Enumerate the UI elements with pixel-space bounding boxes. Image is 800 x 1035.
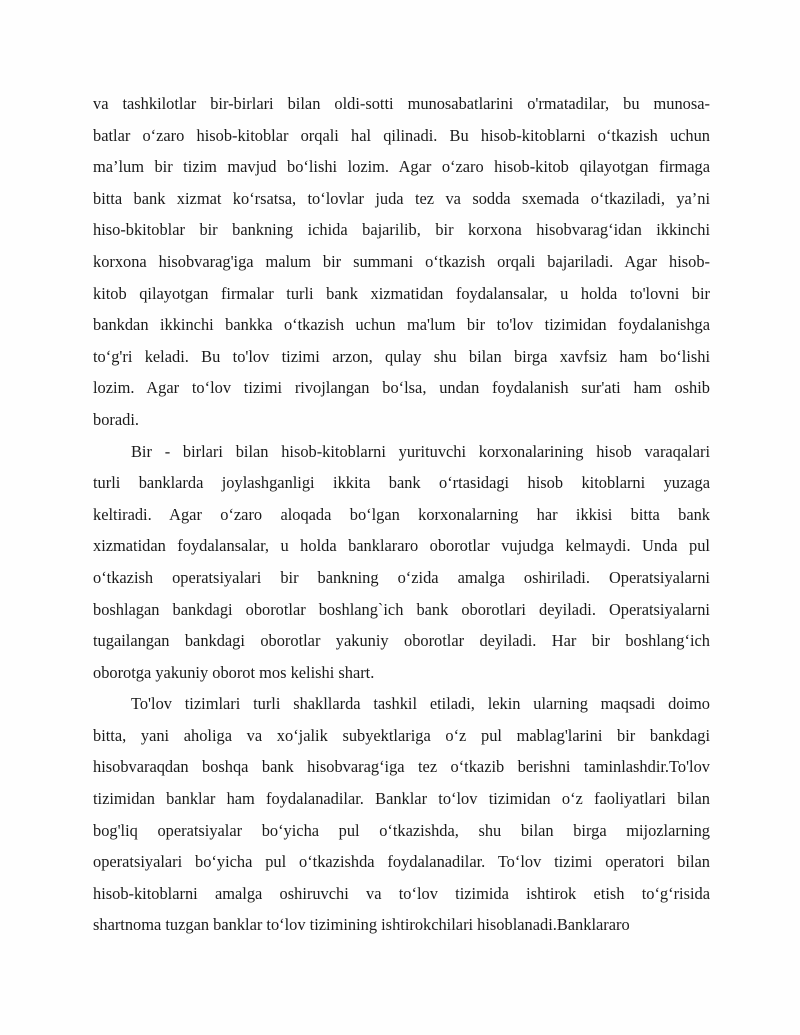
text-line: bitta bank xizmat ko‘rsatsa, to‘lovlar juda tez va sodda sxemada o‘tkaziladi, ya’ni — [93, 188, 710, 208]
text-line: va tashkilotlar bir-birlari bilan oldi-sotti munosabatlarini o'rmatadilar, bu munosa- — [93, 94, 710, 113]
text-line: to‘g'ri keladi. Bu to'lov tizimi arzon, qulay shu bilan birga xavfsiz ham bo‘lishi — [93, 346, 710, 366]
text-line: ma’lum bir tizim mavjud bo‘lishi lozim. Agar o‘zaro hisob-kitob qilayotgan firmaga — [93, 157, 710, 177]
text-line: oborotga yakuniy oborot mos kelishi shart. — [93, 662, 375, 682]
text-line: batlar o‘zaro hisob-kitoblar orqali hal qilinadi. Bu hisob-kitoblarni o‘tkazish uchun — [93, 125, 710, 145]
text-line: kitob qilayotgan firmalar turli bank xizmatidan foydalansalar, u holda to'lovni bir — [93, 283, 710, 303]
text-line: Bir - birlari bilan hisob-kitoblarni yurituvchi korxonalarining hisob varaqalari — [131, 441, 710, 461]
text-line: o‘tkazish operatsiyalari bir bankning o‘zida amalga oshiriladi. Operatsiyalarni — [93, 567, 710, 587]
text-line: lozim. Agar to‘lov tizimi rivojlangan bo‘lsa, undan foydalanish sur'ati ham oshib — [93, 378, 710, 398]
text-line: To'lov tizimlari turli shakllarda tashkil etiladi, lekin ularning maqsadi doimo — [131, 694, 710, 714]
text-line: bog'liq operatsiyalar bo‘yicha pul o‘tkazishda, shu bilan birga mijozlarning — [93, 820, 710, 840]
text-line: tugailangan bankdagi oborotlar yakuniy oborotlar deyiladi. Har bir boshlang‘ich — [93, 631, 710, 651]
text-line: xizmatidan foydalansalar, u holda banklararo oborotlar vujudga kelmaydi. Unda pul — [93, 536, 710, 556]
text-line: bankdan ikkinchi bankka o‘tkazish uchun ma'lum bir to'lov tizimidan foydalanishga — [93, 315, 710, 335]
text-line: hisobvaraqdan boshqa bank hisobvarag‘iga tez o‘tkazib berishni taminlashdir.To'lov — [93, 757, 710, 777]
text-line: turli banklarda joylashganligi ikkita bank o‘rtasidagi hisob kitoblarni yuzaga — [93, 473, 710, 493]
text-line: tizimidan banklar ham foydalanadilar. Banklar to‘lov tizimidan o‘z faoliyatlari bilan — [93, 789, 710, 809]
paragraph — [93, 88, 710, 436]
text-line: bitta, yani aholiga va xo‘jalik subyektlariga o‘z pul mablag'larini bir bankdagi — [93, 725, 710, 745]
text-line: korxona hisobvarag'iga malum bir summani o‘tkazish orqali bajariladi. Agar hisob- — [93, 251, 710, 271]
text-line: shartnoma tuzgan banklar to‘lov tizimining ishtirokchilari hisoblanadi.Banklararo — [93, 915, 630, 935]
text-line: keltiradi. Agar o‘zaro aloqada bo‘lgan korxonalarning har ikkisi bitta bank — [93, 504, 710, 524]
text-line: boshlagan bankdagi oborotlar boshlang`ich bank oborotlari deyiladi. Operatsiyalarni — [93, 599, 710, 619]
text-line: boradi. — [93, 409, 139, 429]
text-line: hisob-kitoblarni amalga oshiruvchi va to‘lov tizimida ishtirok etish to‘g‘risida — [93, 883, 710, 903]
paragraph — [93, 436, 710, 689]
text-line: operatsiyalari bo‘yicha pul o‘tkazishda foydalanadilar. To‘lov tizimi operatori bilan — [93, 852, 710, 872]
paragraph — [93, 688, 710, 941]
page-text — [93, 88, 710, 941]
text-line: hiso-bkitoblar bir bankning ichida bajarilib, bir korxona hisobvarag‘idan ikkinchi — [93, 220, 710, 240]
